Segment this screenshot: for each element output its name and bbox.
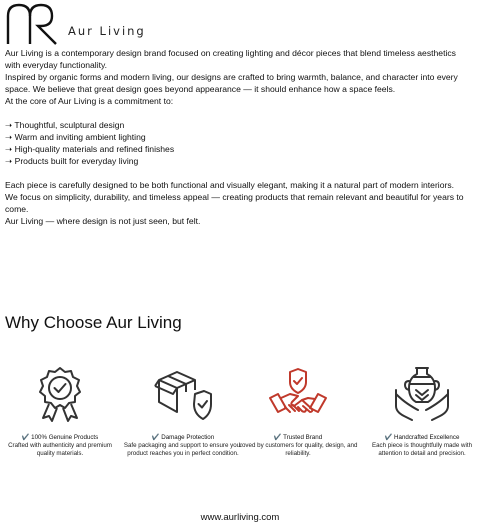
feature-handcrafted [362,360,480,470]
about-section [5,47,470,227]
why-choose-title: Why Choose Aur Living [5,313,182,332]
feature-description: Crafted with authenticity and premium quality materials. [8,442,112,458]
intro-paragraph: At the core of Aur Living is a commitment to: [5,96,174,106]
feature-title: ✔️ Handcrafted Excellence [384,434,460,441]
list-item: ➝ Products built for everyday living [5,156,139,166]
handshake-shield-icon [268,364,328,424]
feature-title: ✔️ 100% Genuine Products [21,434,99,441]
feature-description: Safe packaging and support to ensure your product reaches you in perfect condition. [123,442,243,458]
list-item: ➝ Warm and inviting ambient lighting [5,132,146,142]
intro-paragraph: Aur Living — where design is not just seen, but felt. [5,216,201,226]
feature-description: Each piece is thoughtfully made with attention to detail and precision. [371,442,473,458]
award-badge-icon [30,364,90,424]
intro-paragraph: Inspired by organic forms and modern living, our designs are crafted to bring warmth, balance, and character into every space. We believe that great design goes beyond appearance — it should enhance how a space feels. [5,72,458,94]
intro-paragraph: Aur Living is a contemporary design brand focused on creating lighting and décor pieces that blend timeless aesthetics with everyday functionality. [5,48,456,70]
aur-logo-icon [4,2,66,46]
intro-paragraph: We focus on simplicity, durability, and timeless appeal — creating products that remain relevant and beautiful for years to come. [5,192,464,214]
brand-name: Aur Living [68,24,146,38]
feature-title: ✔️ Trusted Brand [273,434,323,441]
list-item: ➝ High-quality materials and refined finishes [5,144,175,154]
feature-trusted-brand [238,360,358,470]
list-item: ➝ Thoughtful, sculptural design [5,120,125,130]
feature-description: Loved by customers for quality, design, and reliability. [238,442,358,458]
feature-title: ✔️ Damage Protection [151,434,215,441]
feature-genuine [0,360,120,470]
brand-logo[interactable] [4,2,146,46]
feature-damage-protection [123,360,243,470]
package-shield-icon [153,364,213,424]
commitment-list [5,119,470,167]
features-row [0,360,480,470]
vase-hands-icon [392,364,452,424]
website-link[interactable]: www.aurliving.com [200,512,280,523]
intro-paragraph: Each piece is carefully designed to be both functional and visually elegant, making it a natural part of modern interiors. [5,180,455,190]
